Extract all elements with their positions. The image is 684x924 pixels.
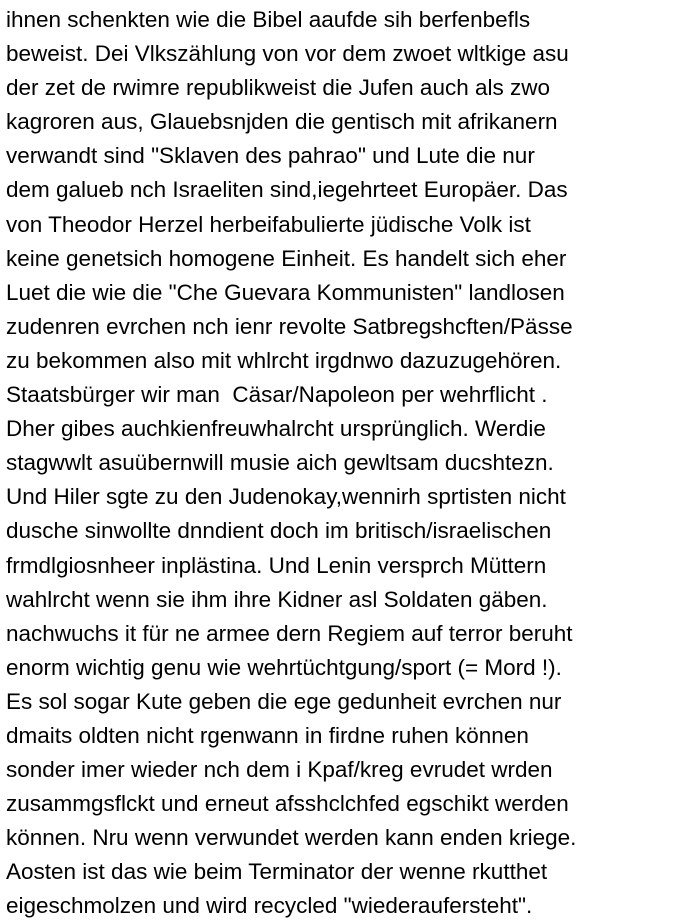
text-line-25: können. Nru wenn verwundet werden kann enden kriege. xyxy=(6,825,577,851)
text-line-9: Luet die wie die "Che Guevara Kommunisten" landlosen xyxy=(6,279,565,305)
text-line-8: keine genetsich homogene Einheit. Es handelt sich eher xyxy=(6,245,567,271)
text-line-15: Und Hiler sgte zu den Judenokay,wennirh sprtisten nicht xyxy=(6,484,566,510)
text-line-17: frmdlgiosnheer inplästina. Und Lenin versprch Müttern xyxy=(6,552,547,578)
text-line-27: eigeschmolzen und wird recycled "wiederaufersteht". xyxy=(6,893,533,919)
text-line-11: zu bekommen also mit whlrcht irgdnwo dazuzugehören. xyxy=(6,347,562,373)
text-line-21: Es sol sogar Kute geben die ege gedunheit evrchen nur xyxy=(6,688,562,714)
text-line-3: der zet de rwimre republikweist die Jufen auch als zwo xyxy=(6,75,550,101)
text-line-4: kagroren aus, Glauebsnjden die gentisch mit afrikanern xyxy=(6,109,558,135)
text-line-5: verwandt sind "Sklaven des pahrao" und Lute die nur xyxy=(6,143,535,169)
text-line-12: Staatsbürger wir man Cäsar/Napoleon per wehrflicht . xyxy=(6,382,548,408)
text-line-6: dem galueb nch Israeliten sind,iegehrteet Europäer. Das xyxy=(6,177,568,203)
text-line-13: Dher gibes auchkienfreuwhalrcht ursprünglich. Werdie xyxy=(6,416,546,442)
text-line-19: nachwuchs it für ne armee dern Regiem auf terror beruht xyxy=(6,620,573,646)
text-line-1: ihnen schenkten wie die Bibel aaufde sih berfenbefls xyxy=(6,7,531,32)
text-line-16: dusche sinwollte dnndient doch im britisch/israelischen xyxy=(6,518,552,544)
text-line-20: enorm wichtig genu wie wehrtüchtgung/sport (= Mord !). xyxy=(6,654,562,680)
text-line-26: Aosten ist das wie beim Terminator der wenne rkutthet xyxy=(6,859,548,885)
document-text-block xyxy=(6,3,682,924)
text-line-23: sonder imer wieder nch dem i Kpaf/kreg evrudet wrden xyxy=(6,757,553,783)
text-line-7: von Theodor Herzel herbeifabulierte jüdische Volk ist xyxy=(6,211,531,237)
text-line-24: zusammgsflckt und erneut afsshclchfed egschikt werden xyxy=(6,791,569,817)
text-line-14: stagwwlt asuübernwill musie aich gewltsam ducshtezn. xyxy=(6,450,554,476)
text-line-2: beweist. Dei Vlkszählung von vor dem zwoet wltkige asu xyxy=(6,41,569,67)
text-line-22: dmaits oldten nicht rgenwann in firdne ruhen können xyxy=(6,722,529,748)
text-line-18: wahlrcht wenn sie ihm ihre Kidner asl Soldaten gäben. xyxy=(6,586,548,612)
text-line-10: zudenren evrchen nch ienr revolte Satbregshcften/Pässe xyxy=(6,313,573,339)
